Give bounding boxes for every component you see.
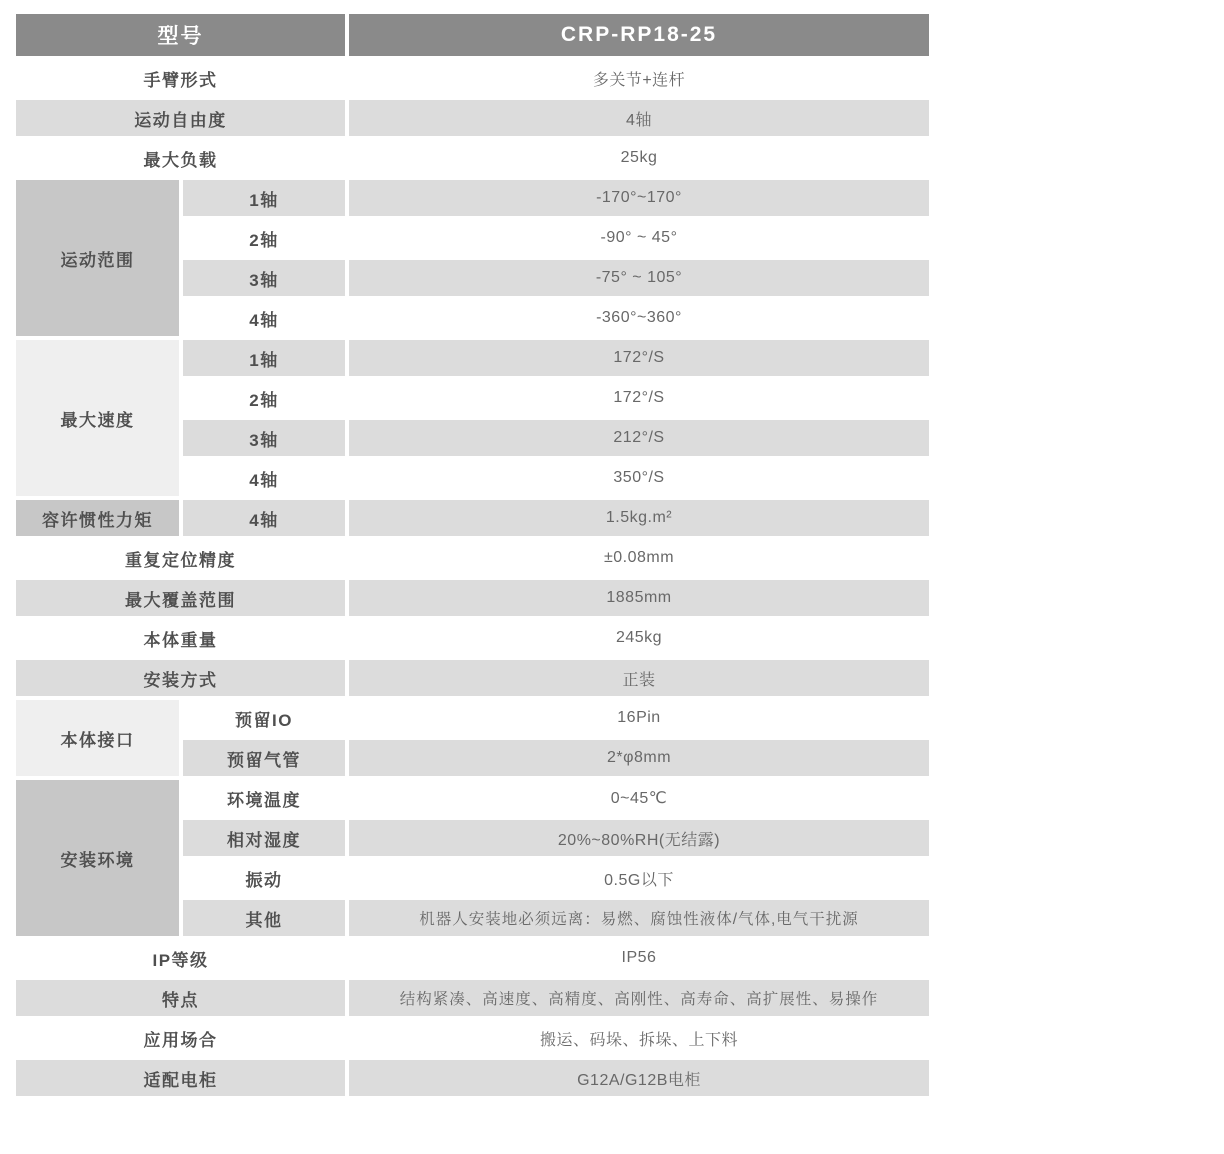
environment-group-label: 安装环境 [16,780,179,936]
ip-rating-label: IP等级 [16,940,345,976]
max-payload-value: 25kg [349,140,929,176]
cabinet-label: 适配电柜 [16,1060,345,1096]
reserved-air-label: 预留气管 [183,740,345,776]
body-weight-value: 245kg [349,620,929,656]
applications-value: 搬运、码垛、拆垛、上下料 [349,1020,929,1056]
model-header-value: CRP-RP18-25 [349,14,929,56]
max-speed-axis1-label: 1轴 [183,340,345,376]
relative-humidity-value: 20%~80%RH(无结露) [349,820,929,856]
motion-range-axis2-value: -90° ~ 45° [349,220,929,256]
cabinet-value: G12A/G12B电柜 [349,1060,929,1096]
ip-rating-value: IP56 [349,940,929,976]
max-speed-group-label: 最大速度 [16,340,179,496]
mounting-value: 正装 [349,660,929,696]
max-speed-axis1-value: 172°/S [349,340,929,376]
robot-spec-table [16,14,929,1096]
applications-label: 应用场合 [16,1020,345,1056]
max-speed-axis3-label: 3轴 [183,420,345,456]
arm-type-label: 手臂形式 [16,60,345,96]
max-speed-axis4-label: 4轴 [183,460,345,496]
reserved-air-value: 2*φ8mm [349,740,929,776]
repeatability-value: ±0.08mm [349,540,929,576]
body-interface-group-label: 本体接口 [16,700,179,776]
dof-label: 运动自由度 [16,100,345,136]
max-speed-axis2-label: 2轴 [183,380,345,416]
motion-range-axis1-value: -170°~170° [349,180,929,216]
features-label: 特点 [16,980,345,1016]
features-value: 结构紧凑、高速度、高精度、高刚性、高寿命、高扩展性、易操作 [349,980,929,1016]
max-speed-axis2-value: 172°/S [349,380,929,416]
motion-range-axis1-label: 1轴 [183,180,345,216]
dof-value: 4轴 [349,100,929,136]
max-speed-axis3-value: 212°/S [349,420,929,456]
reserved-io-value: 16Pin [349,700,929,736]
vibration-value: 0.5G以下 [349,860,929,896]
model-header-label: 型号 [16,14,345,56]
motion-range-axis2-label: 2轴 [183,220,345,256]
environment-other-label: 其他 [183,900,345,936]
environment-other-value: 机器人安装地必须远离：易燃、腐蚀性液体/气体,电气干扰源 [349,900,929,936]
body-weight-label: 本体重量 [16,620,345,656]
ambient-temp-label: 环境温度 [183,780,345,816]
inertia-axis-label: 4轴 [183,500,345,536]
motion-range-axis4-value: -360°~360° [349,300,929,336]
max-reach-value: 1885mm [349,580,929,616]
mounting-label: 安装方式 [16,660,345,696]
inertia-value: 1.5kg.m² [349,500,929,536]
repeatability-label: 重复定位精度 [16,540,345,576]
ambient-temp-value: 0~45℃ [349,780,929,816]
motion-range-group-label: 运动范围 [16,180,179,336]
arm-type-value: 多关节+连杆 [349,60,929,96]
inertia-group-label: 容许惯性力矩 [16,500,179,536]
motion-range-axis3-label: 3轴 [183,260,345,296]
max-speed-axis4-value: 350°/S [349,460,929,496]
motion-range-axis4-label: 4轴 [183,300,345,336]
relative-humidity-label: 相对湿度 [183,820,345,856]
reserved-io-label: 预留IO [183,700,345,736]
max-payload-label: 最大负载 [16,140,345,176]
max-reach-label: 最大覆盖范围 [16,580,345,616]
motion-range-axis3-value: -75° ~ 105° [349,260,929,296]
vibration-label: 振动 [183,860,345,896]
